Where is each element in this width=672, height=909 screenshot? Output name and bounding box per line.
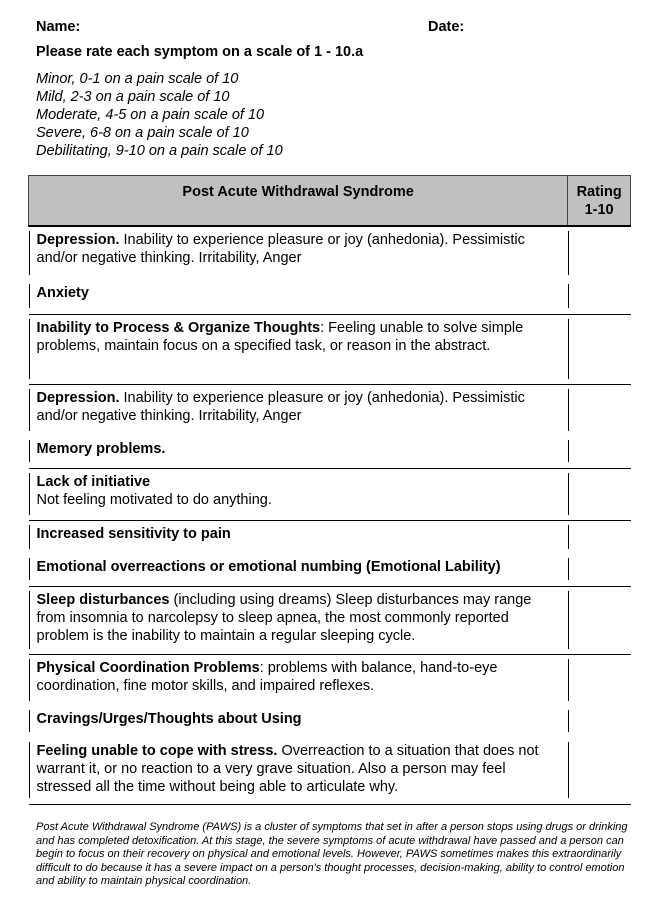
rating-cell[interactable] <box>568 473 631 515</box>
table-row <box>29 520 631 554</box>
footnote-title: Post Acute Withdrawal Syndrome <box>36 821 200 833</box>
rating-header-line-1: Rating <box>576 184 622 200</box>
table-row <box>29 468 631 520</box>
column-header-rating <box>568 176 631 227</box>
symptom-description: : Feeling unable to solve simple problems, maintain focus on a specified task, or reason in the abstract. <box>36 319 524 354</box>
table-row <box>29 226 631 280</box>
symptom-title: Increased sensitivity to pain <box>36 525 231 542</box>
paws-footnote <box>36 821 636 889</box>
rating-cell[interactable] <box>568 319 631 379</box>
symptom-description: : problems with balance, hand-to-eye coordination, fine motor skills, and impaired reflexes. <box>36 659 498 694</box>
rating-cell[interactable] <box>568 389 631 431</box>
scale-item-mild: Mild, 2-3 on a pain scale of 10 <box>36 89 230 105</box>
table-row <box>29 654 631 706</box>
symptom-title: Inability to Process & Organize Thoughts <box>36 319 321 336</box>
symptom-description: Inability to experience pleasure or joy (anhedonia). Pessimistic and/or negative thinking. Irritability, Anger <box>36 389 525 424</box>
symptom-description: Inability to experience pleasure or joy (anhedonia). Pessimistic and/or negative thinking. Irritability, Anger <box>36 232 525 266</box>
rating-cell[interactable] <box>568 284 631 308</box>
symptom-title: Memory problems. <box>36 441 166 457</box>
scale-item-moderate: Moderate, 4-5 on a pain scale of 10 <box>36 107 265 123</box>
table-row <box>29 738 631 804</box>
table-row <box>29 436 631 468</box>
symptom-description: (including using dreams) Sleep disturbances may range from insomnia to narcolepsy to sleep apnea, the most commonly reported problem is the inability to maintain a regular sleeping cycle. <box>36 591 532 644</box>
symptom-description: Not feeling motivated to do anything. <box>36 491 272 508</box>
footnote-body: (PAWS) is a cluster of symptoms that set in after a person stops using drugs or drinking and has completed detoxification. At this stage, the severe symptoms of acute withdrawal have passed and a person can begin to focus on their recovery on physical and emotional levels. However, PAWS sometimes makes this extraordinarily difficult to do because it has a severe impact on a person's thought processes, decision-making, ability to control emotion and ability to maintain physical coordination. <box>36 821 628 887</box>
rating-cell[interactable] <box>568 710 631 732</box>
symptom-table <box>28 175 631 805</box>
table-row <box>29 554 631 586</box>
rating-cell[interactable] <box>568 659 631 701</box>
rating-cell[interactable] <box>568 742 631 798</box>
date-label: Date: <box>428 19 465 35</box>
table-row <box>29 280 631 314</box>
table-row <box>29 384 631 436</box>
rating-cell[interactable] <box>568 591 631 649</box>
rating-cell[interactable] <box>568 231 631 275</box>
name-label: Name: <box>36 19 81 35</box>
table-row <box>29 586 631 654</box>
symptom-description: Overreaction to a situation that does not warrant it, or no reaction to a very grave situation. Also a person may feel stressed all the time without being able to articulate why. <box>36 743 539 795</box>
scale-item-minor: Minor, 0-1 on a pain scale of 10 <box>36 71 239 87</box>
rating-cell[interactable] <box>568 558 631 580</box>
scale-item-severe: Severe, 6-8 on a pain scale of 10 <box>36 125 249 141</box>
column-header-symptom: Post Acute Withdrawal Syndrome <box>29 176 568 227</box>
rating-cell[interactable] <box>568 525 631 549</box>
symptom-title: Physical Coordination Problems <box>36 659 260 676</box>
symptom-title: Depression. <box>36 232 120 248</box>
symptom-title: Lack of initiative <box>36 473 151 490</box>
symptom-title: Sleep disturbances <box>36 591 170 608</box>
symptom-title: Feeling unable to cope with stress. <box>36 743 278 759</box>
symptom-title: Emotional overreactions or emotional numbing (Emotional Lability) <box>36 559 501 575</box>
pain-scale-list <box>36 70 283 160</box>
rating-header-line-2: 1-10 <box>584 202 614 218</box>
table-row <box>29 314 631 384</box>
rating-cell[interactable] <box>568 440 631 462</box>
scale-item-debilitating: Debilitating, 9-10 on a pain scale of 10 <box>36 143 283 159</box>
table-row <box>29 706 631 738</box>
symptom-title: Anxiety <box>36 285 89 301</box>
symptom-title: Depression. <box>36 389 120 406</box>
instructions: Please rate each symptom on a scale of 1 - 10.a <box>36 44 364 60</box>
symptom-title: Cravings/Urges/Thoughts about Using <box>36 711 302 727</box>
